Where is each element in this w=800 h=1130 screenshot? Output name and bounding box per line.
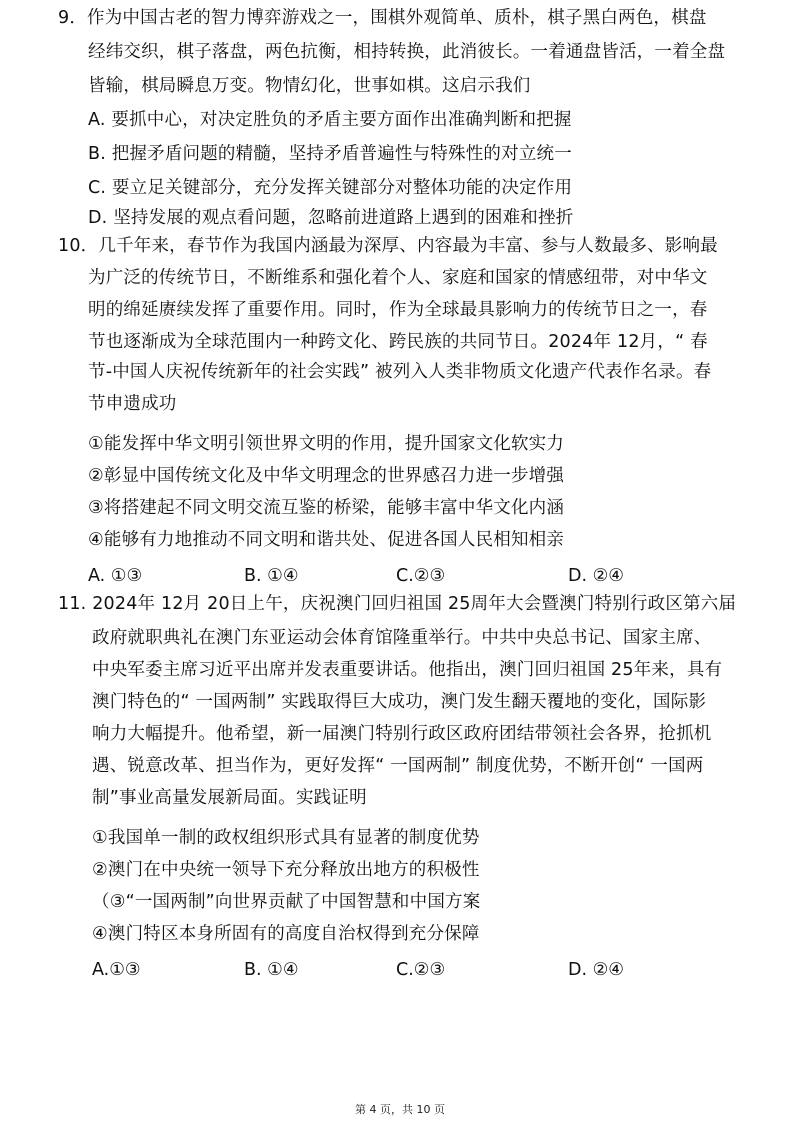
question-10-answer-c: C.②③	[396, 566, 446, 586]
question-11-answer-a: A.①③	[92, 960, 141, 980]
question-9-line-3: 皆输，棋局瞬息万变。物情幻化，世事如棋。这启示我们	[88, 76, 531, 96]
question-11-line-5: 响力大幅提升。他希望，新一届澳门特别行政区政府团结带领社会各界，抢抓机	[92, 724, 712, 744]
question-9-line-2: 经纬交织，棋子落盘，两色抗衡，相持转换，此消彼长。一着通盘皆活，一着全盘	[88, 42, 726, 62]
question-10-line-3: 明的绵延赓续发挥了重要作用。同时，作为全球最具影响力的传统节日之一，春	[88, 300, 708, 320]
question-11-line-1: 11. 2024年 12月 20日上午，庆祝澳门回归祖国 25周年大会暨澳门特别行政区第六届	[58, 594, 737, 614]
question-11-statement-3: （③“一国两制”向世界贡献了中国智慧和中国方案	[92, 892, 481, 912]
question-9-line-1: 9．作为中国古老的智力博弈游戏之一，围棋外观简单、质朴，棋子黑白两色，棋盘	[58, 8, 707, 28]
question-10-line-2: 为广泛的传统节日，不断维系和强化着个人、家庭和国家的情感纽带，对中华文	[88, 268, 708, 288]
question-10-line-4: 节也逐渐成为全球范围内一种跨文化、跨民族的共同节日。2024年 12月，“ 春	[88, 332, 708, 352]
question-10-line-1: 10．几千年来，春节作为我国内涵最为深厚、内容最为丰富、参与人数最多、影响最	[58, 236, 718, 256]
question-11-line-4: 澳门特色的“ 一国两制” 实践取得巨大成功，澳门发生翻天覆地的变化，国际影	[92, 692, 707, 712]
question-9-option-b: B. 把握矛盾问题的精髓，坚持矛盾普遍性与特殊性的对立统一	[88, 144, 572, 164]
question-10-line-5: 节-中国人庆祝传统新年的社会实践” 被列入人类非物质文化遗产代表作名录。春	[88, 362, 712, 382]
question-10-answer-a: A. ①③	[88, 566, 143, 586]
question-10-statement-4: ④能够有力地推动不同文明和谐共处、促进各国人民相知相亲	[88, 530, 565, 550]
question-9-option-d: D. 坚持发展的观点看问题，忽略前进道路上遇到的困难和挫折	[88, 208, 574, 228]
question-11-line-7: 制”事业高量发展新局面。实践证明	[92, 788, 367, 808]
page-footer: 第 4 页，共 10 页	[355, 1103, 445, 1116]
question-10-answer-d: D. ②④	[568, 566, 624, 586]
question-10-answer-b: B. ①④	[244, 566, 299, 586]
question-11-line-3: 中央军委主席习近平出席并发表重要讲话。他指出，澳门回归祖国 25年来，具有	[92, 660, 723, 680]
question-11-answer-c: C.②③	[396, 960, 446, 980]
question-11-answer-d: D. ②④	[568, 960, 624, 980]
question-10-statement-2: ②彰显中国传统文化及中华文明理念的世界感召力进一步增强	[88, 466, 565, 486]
question-10-line-6: 节申遗成功	[88, 394, 177, 414]
question-11-line-2: 政府就职典礼在澳门东亚运动会体育馆隆重举行。中共中央总书记、国家主席、	[92, 628, 712, 648]
question-11-statement-1: ①我国单一制的政权组织形式具有显著的制度优势	[92, 828, 480, 848]
question-10-statement-3: ③将搭建起不同文明交流互鉴的桥梁，能够丰富中华文化内涵	[88, 498, 565, 518]
question-10-statement-1: ①能发挥中华文明引领世界文明的作用，提升国家文化软实力	[88, 434, 565, 454]
question-11-answer-b: B. ①④	[244, 960, 299, 980]
question-11-line-6: 遇、锐意改革、担当作为，更好发挥“ 一国两制” 制度优势，不断开创“ 一国两	[92, 756, 704, 776]
question-11-statement-2: ②澳门在中央统一领导下充分释放出地方的积极性	[92, 860, 480, 880]
question-9-option-a: A. 要抓中心，对决定胜负的矛盾主要方面作出准确判断和把握	[88, 110, 572, 130]
question-9-option-c: C. 要立足关键部分，充分发挥关键部分对整体功能的决定作用	[88, 178, 573, 198]
question-11-statement-4: ④澳门特区本身所固有的高度自治权得到充分保障	[92, 924, 480, 944]
